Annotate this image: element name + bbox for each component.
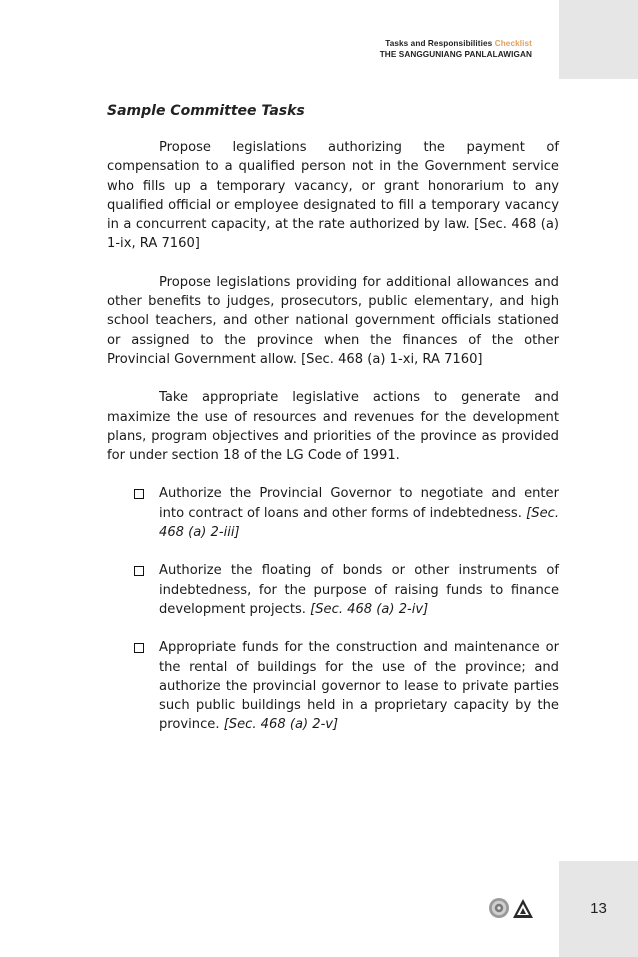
paragraph: Propose legislations providing for additional allowances and other benefits to judges, prosecutors, public elementary, and high school teachers, and other national government officials stationed or assigned to the province when the finances of the other Provincial Government allow. [Sec. 468 (a) 1-xi, RA 7160] (107, 274, 559, 367)
checkbox-icon (134, 489, 144, 499)
running-header-title: Tasks and Responsibilities (385, 39, 495, 48)
running-header (380, 38, 532, 60)
checklist-item (107, 638, 559, 734)
checkbox-icon (134, 643, 144, 653)
checklist-item (107, 484, 559, 542)
checklist-item (107, 561, 559, 619)
checkbox-icon (134, 566, 144, 576)
paragraph: Take appropriate legislative actions to generate and maximize the use of resources and revenues for the development plans, program objectives and priorities of the province as provided for under section 18 of the LG Code of 1991. (107, 390, 559, 464)
footer-logos (488, 896, 536, 920)
checklist-item-reference: [Sec. 468 (a) 2-iv] (310, 601, 429, 617)
running-header-line2: THE SANGGUNIANG PANLALAWIGAN (379, 50, 532, 59)
checklist-item-reference: [Sec. 468 (a) 2-iii] (159, 505, 559, 541)
running-header-accent: Checklist (494, 39, 532, 48)
paragraph: Propose legislations authorizing the payment of compensation to a qualified person not in the Government service who fills up a temporary vacancy, or grant honorarium to any qualified official or employee designated to fill a temporary vacancy in a concurrent capacity, at the rate authorized by law. [Sec. 468 (a) 1-ix, RA 7160] (107, 140, 559, 252)
checklist-item-reference: [Sec. 468 (a) 2-v] (223, 717, 339, 733)
checklist-item-text: Authorize the floating of bonds or other instruments of indebtedness, for the purpose of raising funds to finance development projects. (159, 563, 559, 617)
page-content (107, 103, 559, 754)
page-number: 13 (590, 900, 607, 917)
checklist (107, 484, 559, 734)
header-tab (559, 0, 638, 79)
checklist-item-text: Authorize the Provincial Governor to negotiate and enter into contract of loans and other forms of indebtedness. (159, 486, 559, 521)
organization-logo-icon (513, 899, 533, 918)
government-seal-icon (489, 898, 509, 918)
checklist-item-text: Appropriate funds for the construction and maintenance or the rental of buildings for the use of the province; and authorize the provincial governor to lease to private parties such public buildings held in a proprietary capacity by the province. (159, 640, 559, 733)
section-title: Sample Committee Tasks (107, 103, 305, 119)
running-header-line1 (380, 38, 532, 49)
logos-graphic (488, 896, 536, 920)
